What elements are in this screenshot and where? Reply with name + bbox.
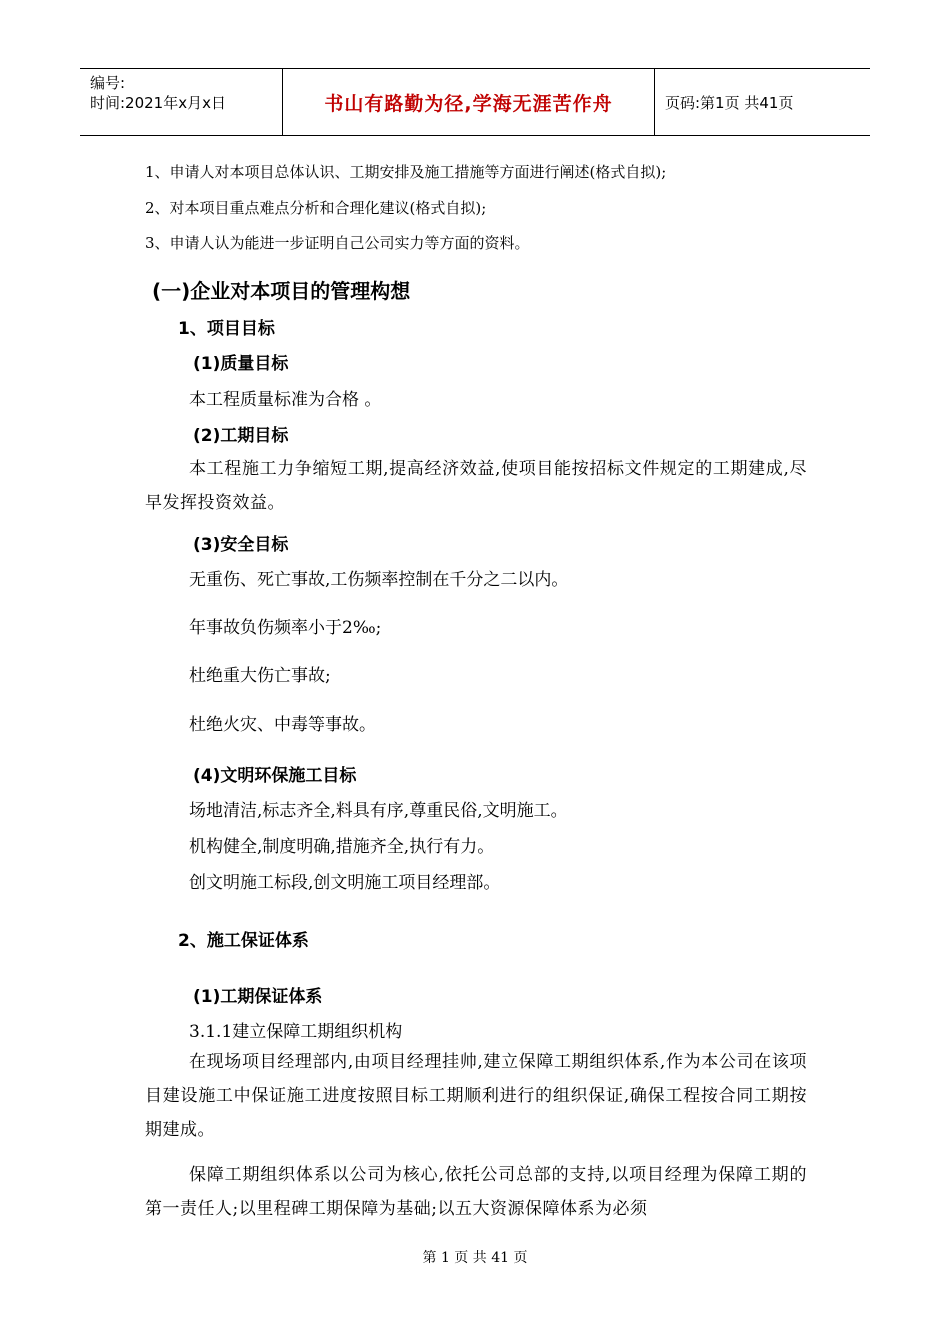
item1-title: 1、项目目标 bbox=[178, 319, 275, 339]
number-label: 编号: bbox=[90, 74, 126, 92]
safety-line-2: 年事故负伤频率小于2‰; bbox=[189, 618, 382, 638]
page-header bbox=[80, 68, 870, 136]
schedule-title: (2)工期目标 bbox=[193, 426, 289, 446]
civilized-line-1: 场地清洁,标志齐全,料具有序,尊重民俗,文明施工。 bbox=[189, 801, 568, 821]
safety-line-4: 杜绝火灾、中毒等事故。 bbox=[189, 715, 376, 735]
safety-title: (3)安全目标 bbox=[193, 535, 289, 555]
page-footer: 第 1 页 共 41 页 bbox=[422, 1250, 528, 1266]
time-label: 时间:2021年x月x日 bbox=[90, 94, 226, 112]
schedule-system-para-1: 在现场项目经理部内,由项目经理挂帅,建立保障工期组织体系,作为本公司在该项目建设施工中保证施工进度按照目标工期顺利进行的组织保证,确保工程按合同工期按期建成。 bbox=[145, 1052, 807, 1140]
schedule-text: 本工程施工力争缩短工期,提高经济效益,使项目能按招标文件规定的工期建成,尽早发挥投资效益。 bbox=[145, 459, 807, 513]
requirement-3: 3、申请人认为能进一步证明自己公司实力等方面的资料。 bbox=[145, 234, 530, 252]
quality-title: (1)质量目标 bbox=[193, 354, 289, 374]
civilized-title: (4)文明环保施工目标 bbox=[193, 766, 357, 786]
safety-line-1: 无重伤、死亡事故,工伤频率控制在千分之二以内。 bbox=[189, 570, 569, 590]
schedule-system-para-2: 保障工期组织体系以公司为核心,依托公司总部的支持,以项目经理为保障工期的第一责任人;以里程碑工期保障为基础;以五大资源保障体系为必须 bbox=[145, 1165, 807, 1219]
schedule-system-subtitle: 3.1.1建立保障工期组织机构 bbox=[189, 1022, 403, 1042]
schedule-system-title: (1)工期保证体系 bbox=[193, 987, 323, 1007]
header-page-info: 页码:第1页 共41页 bbox=[665, 93, 794, 112]
requirement-1: 1、申请人对本项目总体认识、工期安排及施工措施等方面进行阐述(格式自拟); bbox=[145, 163, 667, 181]
item2-title: 2、施工保证体系 bbox=[178, 931, 309, 951]
civilized-line-3: 创文明施工标段,创文明施工项目经理部。 bbox=[189, 873, 501, 893]
civilized-line-2: 机构健全,制度明确,措施齐全,执行有力。 bbox=[189, 837, 495, 857]
header-motto: 书山有路勤为径,学海无涯苦作舟 bbox=[282, 69, 655, 135]
section-title: (一)企业对本项目的管理构想 bbox=[152, 279, 411, 303]
quality-text: 本工程质量标准为合格 。 bbox=[189, 390, 382, 410]
header-meta bbox=[80, 69, 282, 135]
safety-line-3: 杜绝重大伤亡事故; bbox=[189, 666, 331, 686]
requirement-2: 2、对本项目重点难点分析和合理化建议(格式自拟); bbox=[145, 199, 487, 217]
